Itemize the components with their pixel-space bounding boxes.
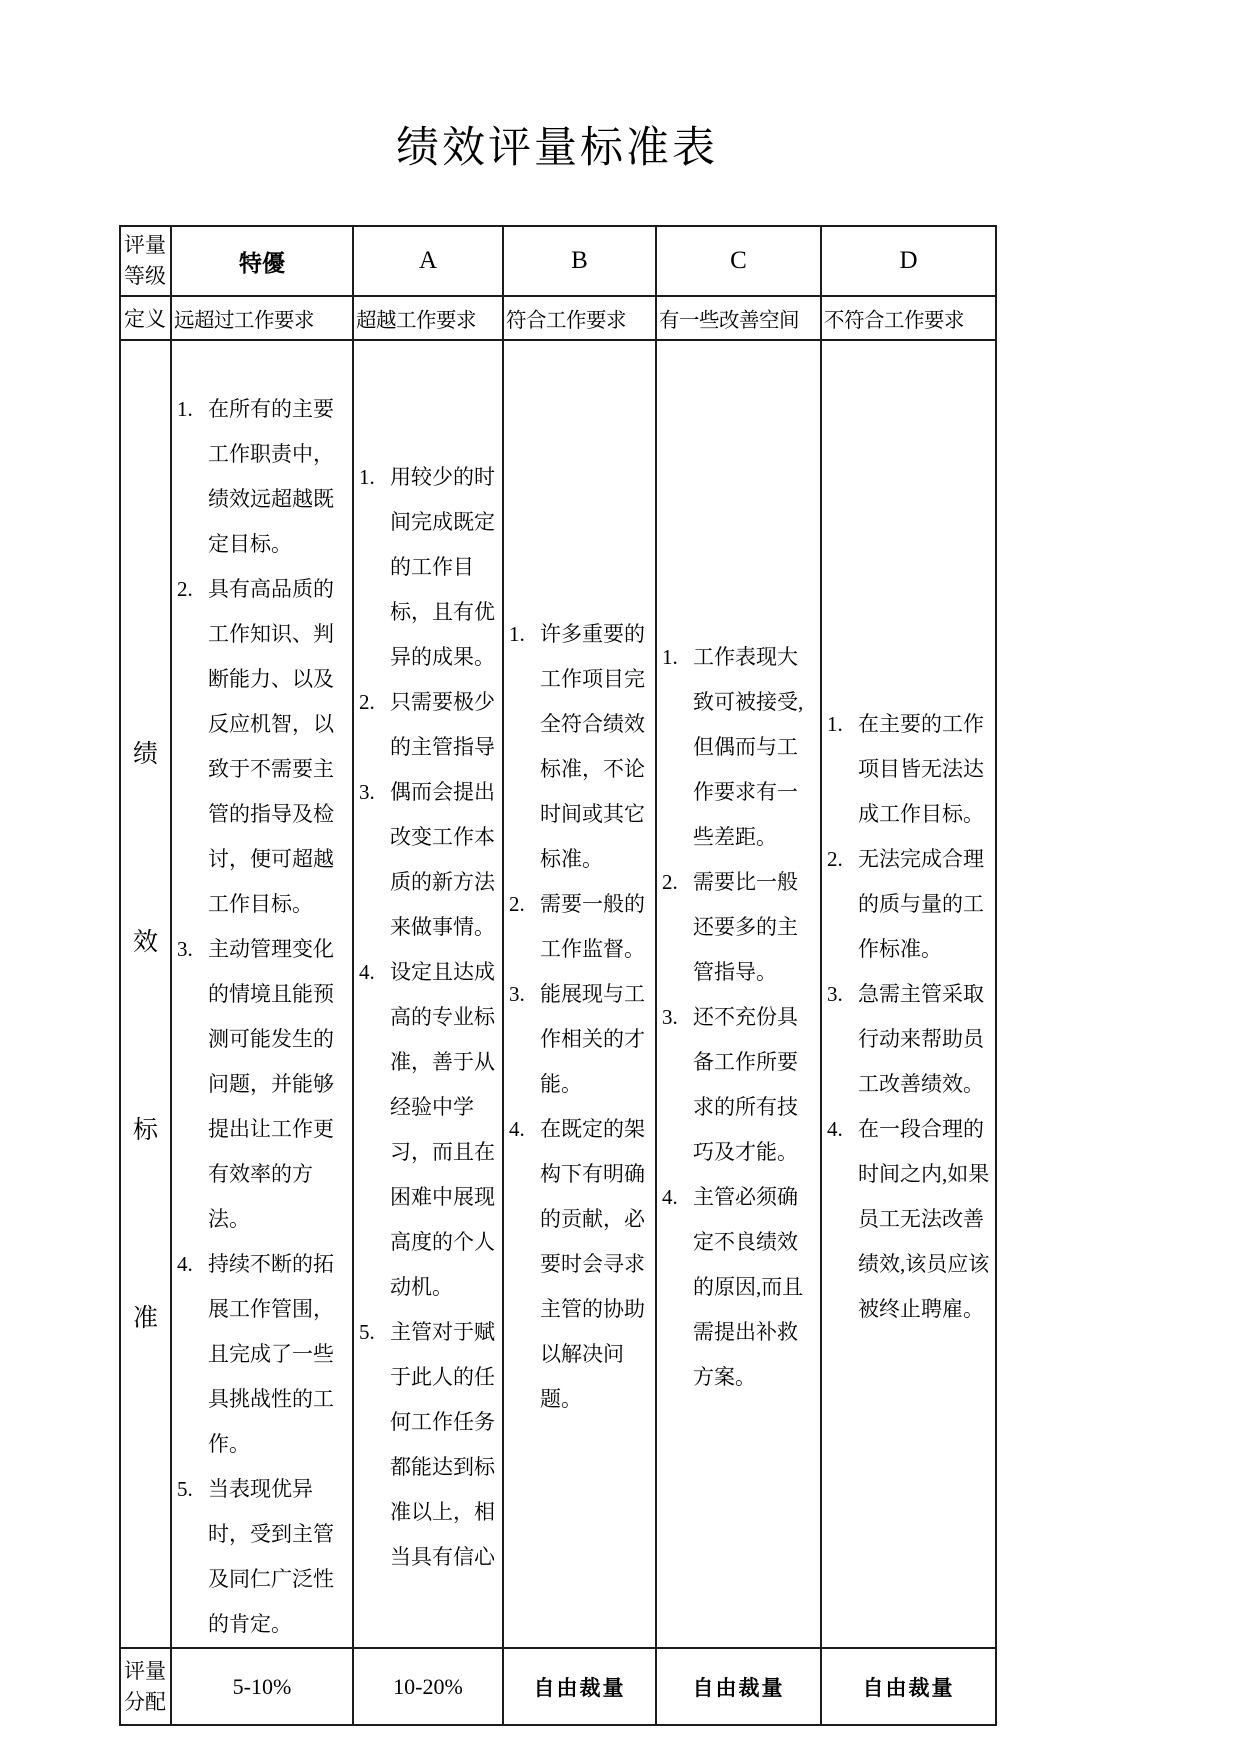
item-text: 工作表现大致可被接受,但偶而与工作要求有一些差距。 (693, 644, 804, 849)
list-item (359, 770, 498, 950)
definition-label-cell: 定义 (120, 296, 171, 340)
criteria-axis-label (122, 734, 169, 1334)
item-number: 4. (509, 1117, 525, 1141)
list-item (359, 950, 498, 1310)
item-text: 只需要极少的主管指导 (390, 689, 495, 759)
criteria-cell-d (821, 340, 996, 1648)
allocation-cell-special: 5-10% (171, 1648, 353, 1725)
list-item (509, 612, 651, 882)
list-item (827, 1107, 991, 1332)
grade-header-b: B (503, 226, 656, 296)
item-number: 4. (827, 1117, 843, 1141)
list-item (177, 387, 348, 567)
criteria-row (120, 340, 996, 1648)
list-item (509, 882, 651, 972)
list-item (509, 972, 651, 1107)
item-text: 具有高品质的工作知识、判断能力、以及反应机智，以致于不需要主管的指导及检讨，便可超越工作目标。 (208, 577, 334, 916)
allocation-row (120, 1648, 996, 1725)
item-text: 在一段合理的时间之内,如果员工无法改善绩效,该员应该被终止聘雇。 (858, 1117, 990, 1321)
definition-cell-b: 符合工作要求 (503, 296, 656, 340)
allocation-cell-b: 自由裁量 (503, 1648, 656, 1725)
axis-char-3: 标 (132, 1117, 158, 1144)
item-number: 5. (177, 1477, 193, 1501)
item-number: 2. (662, 869, 678, 894)
item-text: 设定且达成高的专业标准，善于从经验中学习，而且在困难中展现高度的个人动机。 (390, 959, 495, 1299)
item-text: 在既定的架构下有明确的贡献，必要时会寻求主管的协助以解决问题。 (540, 1117, 645, 1411)
item-number: 4. (359, 959, 375, 984)
item-text: 许多重要的工作项目完全符合绩效标准，不论时间或其它标准。 (540, 622, 645, 871)
criteria-cell-b (503, 340, 656, 1648)
allocation-label-line-2: 分配 (124, 1689, 166, 1714)
corner-line-1: 评量 (124, 233, 166, 257)
axis-char-4: 准 (132, 1305, 158, 1332)
criteria-cell-special (171, 340, 353, 1648)
item-number: 1. (177, 397, 193, 421)
axis-char-1: 绩 (132, 741, 158, 768)
item-text: 主管必须确定不良绩效的原因,而且需提出补救方案。 (693, 1184, 804, 1389)
definition-cell-d: 不符合工作要求 (821, 296, 996, 340)
corner-cell (120, 226, 171, 296)
item-number: 3. (509, 982, 525, 1006)
item-number: 2. (177, 577, 193, 601)
item-number: 1. (509, 622, 525, 646)
list-item (662, 1175, 816, 1400)
item-text: 还不充份具备工作所要求的所有技巧及才能。 (693, 1004, 798, 1164)
list-item (359, 680, 498, 770)
item-number: 2. (509, 892, 525, 916)
list-item (177, 927, 348, 1242)
allocation-cell-c: 自由裁量 (656, 1648, 821, 1725)
grade-header-d: D (821, 226, 996, 296)
item-text: 需要一般的工作监督。 (540, 892, 645, 961)
item-text: 在主要的工作项目皆无法达成工作目标。 (858, 712, 984, 826)
item-number: 1. (359, 464, 375, 489)
list-item (177, 1242, 348, 1467)
item-number: 2. (359, 689, 375, 714)
item-number: 1. (662, 644, 678, 669)
definition-cell-c: 有一些改善空间 (656, 296, 821, 340)
item-text: 主管对于赋于此人的任何工作任务都能达到标准以上，相当具有信心 (390, 1319, 495, 1569)
list-item (827, 972, 991, 1107)
criteria-axis-cell (120, 340, 171, 1648)
allocation-cell-d: 自由裁量 (821, 1648, 996, 1725)
grade-header-c: C (656, 226, 821, 296)
corner-line-2: 等级 (124, 264, 166, 288)
definition-cell-a: 超越工作要求 (353, 296, 503, 340)
item-number: 5. (359, 1319, 375, 1344)
list-item (509, 1107, 651, 1422)
page-title: 绩效评量标准表 (396, 125, 718, 172)
list-item (827, 837, 991, 972)
rating-table (119, 225, 997, 1726)
list-item (662, 635, 816, 860)
list-item (662, 995, 816, 1175)
item-text: 能展现与工作相关的才能。 (540, 982, 645, 1096)
list-item (177, 567, 348, 927)
allocation-label-cell (120, 1648, 171, 1725)
item-number: 1. (827, 712, 843, 736)
item-text: 无法完成合理的质与量的工作标准。 (858, 847, 984, 961)
list-item (359, 455, 498, 680)
item-number: 3. (359, 779, 375, 804)
definition-row (120, 296, 996, 340)
allocation-label-line-1: 评量 (124, 1658, 166, 1683)
item-text: 急需主管采取行动来帮助员工改善绩效。 (858, 982, 984, 1096)
item-text: 主动管理变化的情境且能预测可能发生的问题，并能够提出让工作更有效率的方法。 (208, 937, 334, 1231)
item-number: 2. (827, 847, 843, 871)
allocation-cell-a: 10-20% (353, 1648, 503, 1725)
item-number: 3. (827, 982, 843, 1006)
axis-char-2: 效 (132, 929, 158, 956)
grade-header-a: A (353, 226, 503, 296)
item-number: 4. (662, 1184, 678, 1209)
item-text: 持续不断的拓展工作管围，且完成了一些具挑战性的工作。 (208, 1252, 334, 1456)
grade-header-row (120, 226, 996, 296)
list-item (177, 1467, 348, 1647)
criteria-cell-c (656, 340, 821, 1648)
item-number: 4. (177, 1252, 193, 1276)
item-number: 3. (177, 937, 193, 961)
item-text: 偶而会提出改变工作本质的新方法来做事情。 (390, 779, 495, 939)
item-number: 3. (662, 1004, 678, 1029)
item-text: 在所有的主要工作职责中，绩效远超越既定目标。 (208, 397, 334, 556)
item-text: 当表现优异时，受到主管及同仁广泛性的肯定。 (208, 1477, 334, 1636)
list-item (359, 1310, 498, 1580)
criteria-cell-a (353, 340, 503, 1648)
item-text: 用较少的时间完成既定的工作目标，且有优异的成果。 (390, 464, 495, 669)
definition-cell-special: 远超过工作要求 (171, 296, 353, 340)
grade-header-special: 特優 (171, 226, 353, 296)
list-item (662, 860, 816, 995)
list-item (827, 702, 991, 837)
item-text: 需要比一般还要多的主管指导。 (693, 869, 798, 984)
